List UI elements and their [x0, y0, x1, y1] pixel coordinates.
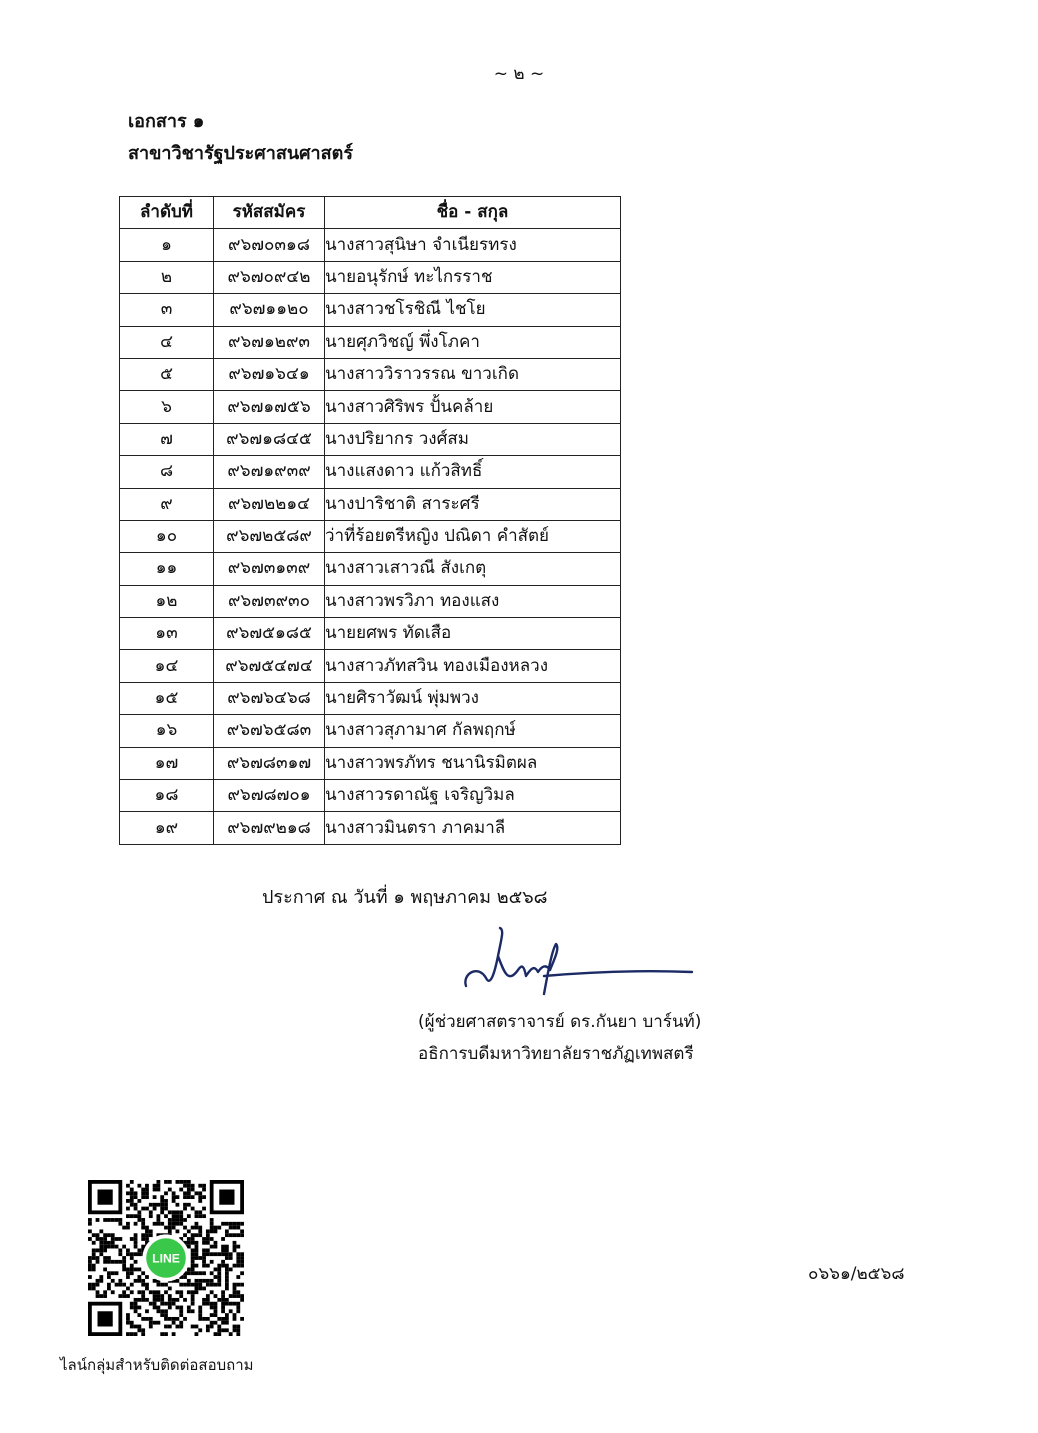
table-row	[120, 747, 621, 779]
line-group-qr-code	[88, 1180, 244, 1336]
applicant-id-cell: ๙๖๗๑๖๔๑	[214, 358, 325, 390]
full-name-cell: นางสาวเสาวณี สังเกตุ	[325, 553, 621, 585]
signer-name: (ผู้ช่วยศาสตราจารย์ ดร.กันยา บาร์นท์)	[418, 1012, 702, 1032]
applicant-id-cell: ๙๖๗๘๓๑๗	[214, 747, 325, 779]
full-name-cell: นางสาวพรภัทร ชนานิรมิตผล	[325, 747, 621, 779]
full-name-cell: นางปาริชาติ สาระศรี	[325, 488, 621, 520]
applicant-id-cell: ๙๖๗๑๑๒๐	[214, 294, 325, 326]
applicant-id-cell: ๙๖๗๑๒๙๓	[214, 326, 325, 358]
order-cell: ๓	[120, 294, 214, 326]
table-row	[120, 715, 621, 747]
applicant-id-cell: ๙๖๗๕๑๘๕	[214, 618, 325, 650]
table-row	[120, 261, 621, 293]
applicant-id-cell: ๙๖๗๐๓๑๘	[214, 229, 325, 261]
order-cell: ๑๒	[120, 585, 214, 617]
applicant-id-cell: ๙๖๗๓๙๓๐	[214, 585, 325, 617]
document-number: ๐๖๖๑/๒๕๖๘	[808, 1264, 905, 1284]
line-logo-text: LINE	[152, 1251, 180, 1266]
applicant-id-cell: ๙๖๗๕๔๗๔	[214, 650, 325, 682]
table-row	[120, 553, 621, 585]
column-header-full-name: ชื่อ - สกุล	[325, 197, 621, 229]
full-name-cell: นางแสงดาว แก้วสิทธิ์	[325, 456, 621, 488]
applicant-id-cell: ๙๖๗๘๗๐๑	[214, 780, 325, 812]
order-cell: ๑๔	[120, 650, 214, 682]
order-cell: ๑๕	[120, 682, 214, 714]
signature-image	[460, 920, 696, 1000]
order-cell: ๑๖	[120, 715, 214, 747]
department-title: สาขาวิชารัฐประศาสนศาสตร์	[128, 143, 353, 164]
full-name-cell: นางสาวสุภามาศ กัลพฤกษ์	[325, 715, 621, 747]
table-row	[120, 585, 621, 617]
applicant-id-cell: ๙๖๗๖๕๘๓	[214, 715, 325, 747]
applicant-id-cell: ๙๖๗๑๘๔๕	[214, 423, 325, 455]
order-cell: ๕	[120, 358, 214, 390]
table-row	[120, 780, 621, 812]
page-number: ~ ๒ ~	[493, 64, 545, 84]
applicant-id-cell: ๙๖๗๐๙๔๒	[214, 261, 325, 293]
order-cell: ๑๗	[120, 747, 214, 779]
column-header-applicant-id: รหัสสมัคร	[214, 197, 325, 229]
table-row	[120, 618, 621, 650]
full-name-cell: นายศุภวิชญ์ พึ่งโภคา	[325, 326, 621, 358]
order-cell: ๑	[120, 229, 214, 261]
column-header-order: ลำดับที่	[120, 197, 214, 229]
full-name-cell: นางปริยากร วงศ์สม	[325, 423, 621, 455]
applicant-id-cell: ๙๖๗๓๑๓๙	[214, 553, 325, 585]
applicant-id-cell: ๙๖๗๒๒๑๔	[214, 488, 325, 520]
full-name-cell: นางสาวชโรชิณี ไชโย	[325, 294, 621, 326]
table-row	[120, 488, 621, 520]
order-cell: ๑๑	[120, 553, 214, 585]
full-name-cell: นางสาวสุนิษา จำเนียรทรง	[325, 229, 621, 261]
full-name-cell: นางสาววิราวรรณ ขาวเกิด	[325, 358, 621, 390]
qr-finder-bottom-left	[88, 1302, 122, 1336]
full-name-cell: นายศิราวัฒน์ พุ่มพวง	[325, 682, 621, 714]
table-row	[120, 423, 621, 455]
applicant-table	[119, 196, 621, 845]
order-cell: ๑๙	[120, 812, 214, 844]
order-cell: ๒	[120, 261, 214, 293]
full-name-cell: นางสาวมินตรา ภาคมาลี	[325, 812, 621, 844]
order-cell: ๑๘	[120, 780, 214, 812]
applicant-id-cell: ๙๖๗๒๕๘๙	[214, 520, 325, 552]
order-cell: ๑๓	[120, 618, 214, 650]
order-cell: ๗	[120, 423, 214, 455]
signer-title: อธิการบดีมหาวิทยาลัยราชภัฏเทพสตรี	[418, 1044, 694, 1064]
table-row	[120, 812, 621, 844]
document-reference: เอกสาร ๑	[128, 111, 205, 132]
table-row	[120, 456, 621, 488]
order-cell: ๙	[120, 488, 214, 520]
full-name-cell: นางสาวภัทสวิน ทองเมืองหลวง	[325, 650, 621, 682]
table-row	[120, 294, 621, 326]
table-body	[120, 229, 621, 844]
full-name-cell: นางสาวศิริพร ปั้นคล้าย	[325, 391, 621, 423]
full-name-cell: ว่าที่ร้อยตรีหญิง ปณิดา คำสัตย์	[325, 520, 621, 552]
applicant-id-cell: ๙๖๗๙๒๑๘	[214, 812, 325, 844]
table-row	[120, 520, 621, 552]
table-row	[120, 391, 621, 423]
qr-finder-top-left	[88, 1180, 122, 1214]
order-cell: ๘	[120, 456, 214, 488]
full-name-cell: นางสาวรดาณัฐ เจริญวิมล	[325, 780, 621, 812]
table-row	[120, 650, 621, 682]
order-cell: ๖	[120, 391, 214, 423]
applicant-id-cell: ๙๖๗๑๗๕๖	[214, 391, 325, 423]
qr-caption: ไลน์กลุ่มสำหรับติดต่อสอบถาม	[60, 1356, 254, 1374]
table-row	[120, 358, 621, 390]
order-cell: ๔	[120, 326, 214, 358]
table-row	[120, 326, 621, 358]
applicant-id-cell: ๙๖๗๑๙๓๙	[214, 456, 325, 488]
applicant-id-cell: ๙๖๗๖๔๖๘	[214, 682, 325, 714]
qr-finder-top-right	[210, 1180, 244, 1214]
announcement-date: ประกาศ ณ วันที่ ๑ พฤษภาคม ๒๕๖๘	[262, 887, 548, 908]
full-name-cell: นายยศพร ทัดเสือ	[325, 618, 621, 650]
table-row	[120, 682, 621, 714]
full-name-cell: นายอนุรักษ์ ทะไกรราช	[325, 261, 621, 293]
table-header-row	[120, 197, 621, 229]
table-row	[120, 229, 621, 261]
full-name-cell: นางสาวพรวิภา ทองแสง	[325, 585, 621, 617]
order-cell: ๑๐	[120, 520, 214, 552]
